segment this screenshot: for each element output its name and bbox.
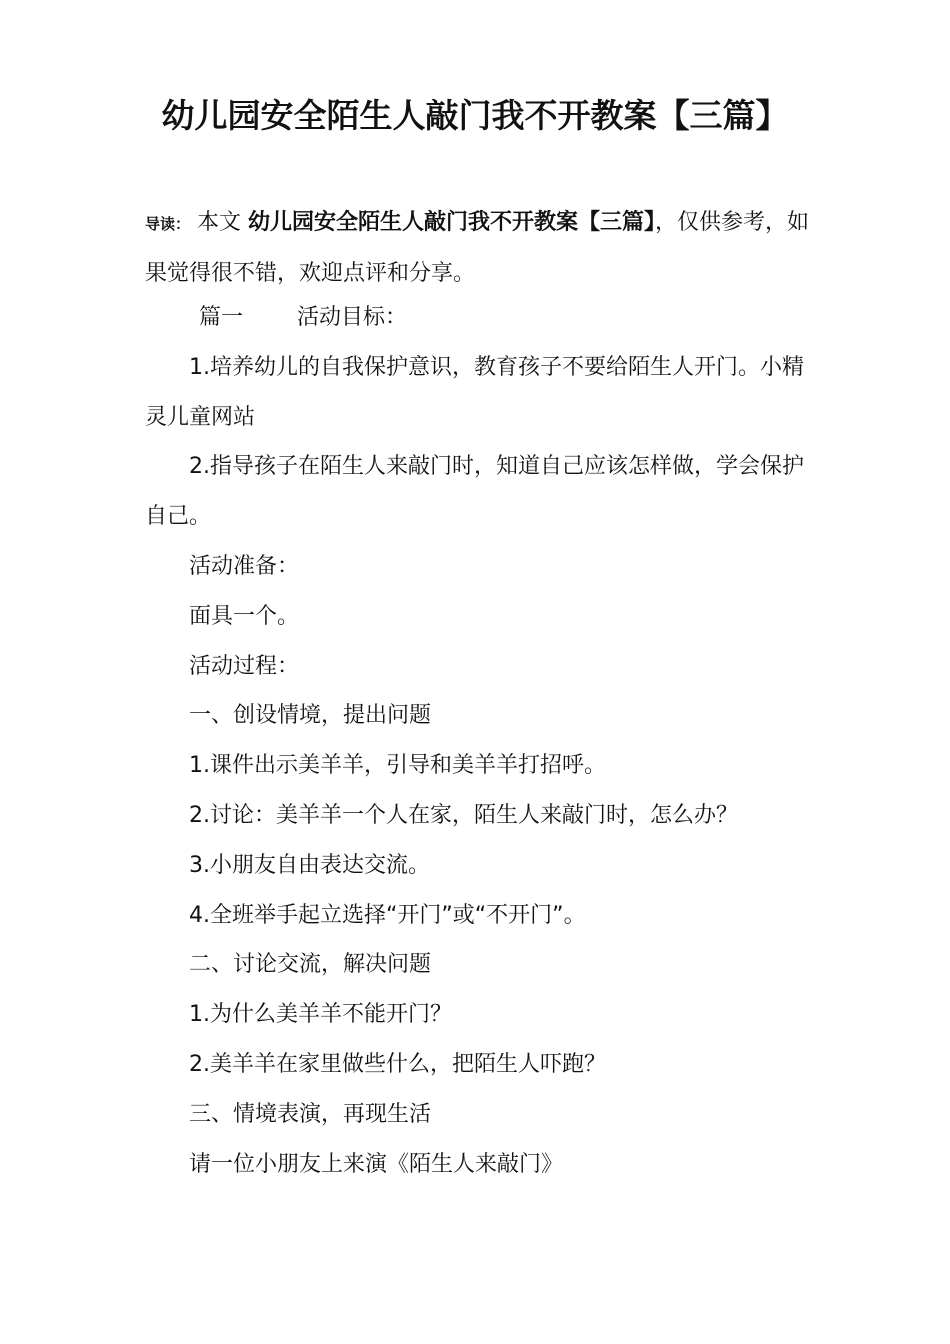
document-body (145, 293, 815, 1189)
intro-prefix: 本文 (197, 210, 242, 235)
paragraph-11: 二、讨论交流，解决问题 (189, 952, 432, 978)
paragraph-8: 2.讨论：美羊羊一个人在家，陌生人来敲门时，怎么办？ (189, 802, 738, 828)
paragraph-3: 活动准备： (189, 553, 300, 579)
intro-bold-title: 幼儿园安全陌生人敲门我不开教案【三篇】 (248, 210, 656, 235)
section-part: 篇一 (199, 305, 244, 330)
paragraph-14: 三、情境表演，再现生活 (189, 1101, 432, 1127)
paragraph-5: 活动过程： (189, 653, 300, 679)
paragraph-7: 1.课件出示美羊羊，引导和美羊羊打招呼。 (189, 753, 606, 779)
document-title: 幼儿园安全陌生人敲门我不开教案【三篇】 (161, 96, 789, 135)
paragraph-12: 1.为什么美羊羊不能开门？ (189, 1002, 452, 1028)
paragraph-1: 1.培养幼儿的自我保护意识，教育孩子不要给陌生人开门。小精灵儿童网站 (145, 354, 804, 430)
intro-lead-label: 导读： (145, 215, 191, 233)
intro-paragraph (145, 198, 815, 299)
paragraph-2: 2.指导孩子在陌生人来敲门时，知道自己应该怎样做，学会保护自己。 (145, 454, 804, 530)
paragraph-4: 面具一个。 (189, 603, 300, 629)
paragraph-10: 4.全班举手起立选择“开门”或“不开门”。 (189, 902, 586, 928)
paragraph-15: 请一位小朋友上来演《陌生人来敲门》 (189, 1151, 564, 1177)
intro-suffix: ，仅供参考，如果觉得很不错，欢迎点评和分享。 (145, 210, 810, 286)
section-heading (145, 293, 815, 343)
paragraph-13: 2.美羊羊在家里做些什么，把陌生人吓跑？ (189, 1051, 606, 1077)
section-label: 活动目标： (297, 305, 408, 330)
paragraph-6: 一、创设情境，提出问题 (189, 703, 432, 729)
paragraph-9: 3.小朋友自由表达交流。 (189, 852, 430, 878)
